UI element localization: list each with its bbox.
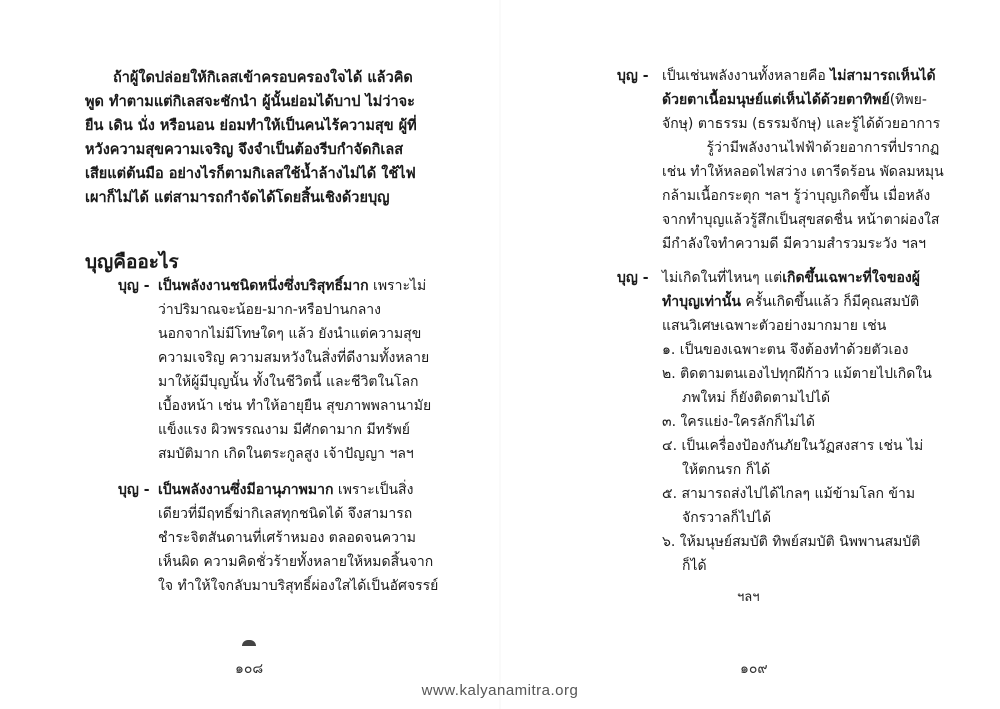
entry-line: เบื้องหน้า เช่น ทำให้อายุยืน สุขภาพพลานามัย xyxy=(158,398,432,414)
ink-mark xyxy=(242,640,256,646)
list-item-continuation: ให้ตกนรก ก็ได้ xyxy=(682,462,771,478)
entry-plain: ครั้นเกิดขึ้นแล้ว ก็มีคุณสมบัติ xyxy=(740,294,920,310)
entry-lead-line xyxy=(158,274,427,298)
entry-line: สมบัติมาก เกิดในตระกูลสูง เจ้าปัญญา ฯลฯ xyxy=(158,446,414,462)
entry-line: กล้ามเนื้อกระตุก ฯลฯ รู้ว่าบุญเกิดขึ้น เมื่อหลัง xyxy=(662,188,931,204)
entry-body xyxy=(158,274,432,466)
intro-line: พูด ทำตามแต่กิเลสจะชักนำ ผู้นั้นย่อมได้บาป ไม่ว่าจะ xyxy=(85,94,415,110)
entry-second-line xyxy=(662,290,927,314)
entry-body xyxy=(662,266,927,338)
list-item: ๒. ติดตามตนเองไปทุกฝีก้าว แม้ตายไปเกิดใน xyxy=(662,366,932,382)
entry-plain: ไม่เกิดในที่ไหนๆ แต่ xyxy=(662,270,783,286)
entry-bold: เกิดขึ้นเฉพาะที่ใจของผู้ xyxy=(782,270,920,286)
entry-plain: เป็นเช่นพลังงานทั้งหลายคือ xyxy=(662,68,831,84)
entry-first-line xyxy=(662,266,927,290)
section-heading: บุญคืออะไร xyxy=(85,251,179,273)
entry-line: ว่าปริมาณจะน้อย-มาก-หรือปานกลาง xyxy=(158,302,382,318)
entry-line: แข็งแรง ผิวพรรณงาม มีศักดามาก มีทรัพย์ xyxy=(158,422,410,438)
entry-bold: ด้วยตาเนื้อมนุษย์แต่เห็นได้ด้วยตาทิพย์ xyxy=(662,92,890,108)
entry-line: ใจ ทำให้ใจกลับมาบริสุทธิ์ผ่องใสได้เป็นอัศจรรย์ xyxy=(158,578,439,594)
intro-line: ถ้าผู้ใดปล่อยให้กิเลสเข้าครอบครองใจได้ แล้วคิด xyxy=(113,70,413,86)
list-item-continuation: ภพใหม่ ก็ยังติดตามไปได้ xyxy=(682,390,831,406)
entry-label: บุญ - xyxy=(118,482,150,498)
intro-paragraph xyxy=(85,66,417,210)
entry-bold: ไม่สามารถเห็นได้ xyxy=(830,68,936,84)
list-item: ๑. เป็นของเฉพาะตน จึงต้องทำด้วยตัวเอง xyxy=(662,342,909,358)
entry-line: ความเจริญ ความสมหวังในสิ่งที่ดีงามทั้งหลาย xyxy=(158,350,430,366)
etc-mark: ฯลฯ xyxy=(737,590,760,605)
entry-label: บุญ - xyxy=(617,68,649,84)
intro-line: เสียแต่ต้นมือ อย่างไรก็ตามกิเลสใช้น้ำล้างไม่ได้ ใช้ไฟ xyxy=(85,166,416,182)
entry-body xyxy=(158,478,439,598)
entry-line: จักษุ) ตาธรรม (ธรรมจักษุ) และรู้ได้ด้วยอาการ xyxy=(662,116,941,132)
entry-body xyxy=(662,64,944,256)
properties-list xyxy=(662,338,932,578)
entry-first-line xyxy=(662,64,936,88)
page-number-right: ๑๐๙ xyxy=(740,661,768,677)
website-footer: www.kalyanamitra.org xyxy=(421,682,579,699)
entry-lead-bold: เป็นพลังงานชนิดหนึ่งซึ่งบริสุทธิ์มาก xyxy=(158,278,369,294)
entry-line: รู้ว่ามีพลังงานไฟฟ้าด้วยอาการที่ปรากฏ xyxy=(662,140,940,156)
entry-line: เห็นผิด ความคิดชั่วร้ายทั้งหลายให้หมดสิ้นจาก xyxy=(158,554,434,570)
intro-line: ยืน เดิน นั่ง หรือนอน ย่อมทำให้เป็นคนไร้ความสุข ผู้ที่ xyxy=(85,118,417,134)
intro-line: หวังความสุขความเจริญ จึงจำเป็นต้องรีบกำจัดกิเลส xyxy=(85,142,404,158)
entry-line: มาให้ผู้มีบุญนั้น ทั้งในชีวิตนี้ และชีวิตในโลก xyxy=(158,374,419,390)
intro-line: เผาก็ไม่ได้ แต่สามารถกำจัดได้โดยสิ้นเชิงด้วยบุญ xyxy=(85,190,390,206)
entry-line: นอกจากไม่มีโทษใดๆ แล้ว ยังนำแต่ความสุข xyxy=(158,326,422,342)
entry-bold: ทำบุญเท่านั้น xyxy=(662,294,741,310)
entry-lead-rest: เพราะเป็นสิ่ง xyxy=(333,482,414,498)
page-number-left: ๑๐๘ xyxy=(235,661,264,677)
list-item-continuation: จักรวาลก็ไปได้ xyxy=(682,510,772,526)
list-item: ๓. ใครแย่ง-ใครลักก็ไม่ได้ xyxy=(662,414,815,430)
list-item: ๕. สามารถส่งไปได้ไกลๆ แม้ข้ามโลก ข้าม xyxy=(662,486,916,502)
entry-label: บุญ - xyxy=(118,278,150,294)
list-item: ๔. เป็นเครื่องป้องกันภัยในวัฏสงสาร เช่น ไม่ xyxy=(662,438,924,454)
entry-label: บุญ - xyxy=(617,270,649,286)
entry-plain: (ทิพย- xyxy=(889,92,927,108)
entry-lead-bold: เป็นพลังงานซึ่งมีอานุภาพมาก xyxy=(158,482,334,498)
list-item: ๖. ให้มนุษย์สมบัติ ทิพย์สมบัติ นิพพานสมบัติ xyxy=(662,534,921,550)
entry-line: แสนวิเศษเฉพาะตัวอย่างมากมาย เช่น xyxy=(662,318,887,334)
entry-line: เช่น ทำให้หลอดไฟสว่าง เตารีดร้อน พัดลมหมุน xyxy=(662,164,944,180)
list-item-continuation: ก็ได้ xyxy=(682,558,707,574)
entry-line: มีกำลังใจทำความดี มีความสำรวมระวัง ฯลฯ xyxy=(662,236,927,252)
entry-line: ชำระจิตสันดานที่เศร้าหมอง ตลอดจนความ xyxy=(158,530,417,546)
entry-lead-rest: เพราะไม่ xyxy=(368,278,427,294)
entry-line: เดียวที่มีฤทธิ์ฆ่ากิเลสทุกชนิดได้ จึงสามารถ xyxy=(158,506,413,522)
entry-lead-line xyxy=(158,478,418,502)
entry-second-line xyxy=(662,88,927,112)
entry-line: จากทำบุญแล้วรู้สึกเป็นสุขสดชื่น หน้าตาผ่องใส xyxy=(662,212,940,228)
